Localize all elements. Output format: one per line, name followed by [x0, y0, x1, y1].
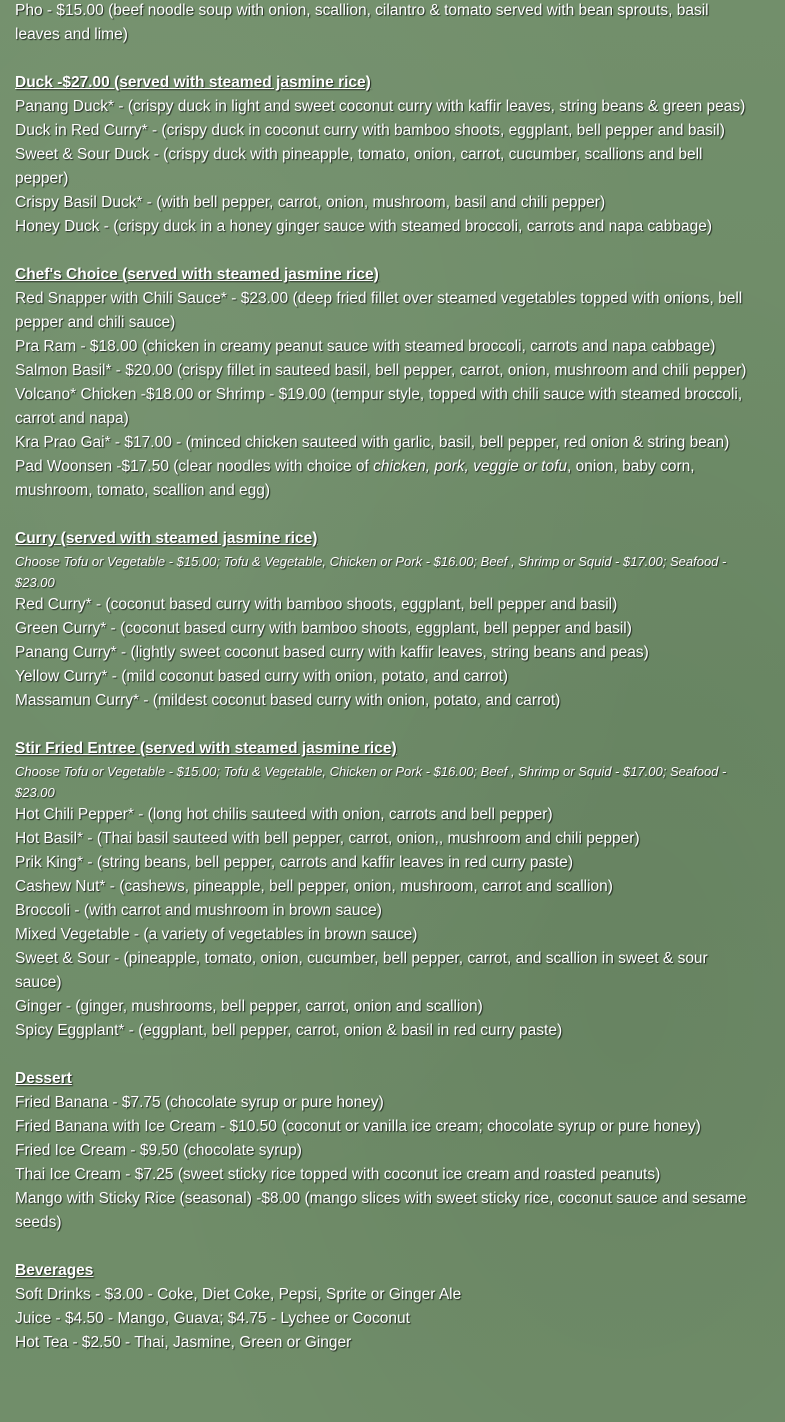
menu-item: Prik King* - (string beans, bell pepper, carrots and kaffir leaves in red curry paste): [15, 854, 573, 871]
menu-item: Sweet & Sour - (pineapple, tomato, onion, cucumber, bell pepper, carrot, and scallion in sweet & sour sauce): [15, 950, 708, 991]
menu-item: Yellow Curry* - (mild coconut based curry with onion, potato, and carrot): [15, 668, 509, 685]
curry-section: [15, 527, 755, 713]
menu-item: Duck in Red Curry* - (crispy duck in coconut curry with bamboo shoots, eggplant, bell pepper and basil): [15, 122, 725, 139]
menu-item: Mixed Vegetable - (a variety of vegetables in brown sauce): [15, 926, 418, 943]
menu-item: Fried Ice Cream - $9.50 (chocolate syrup): [15, 1142, 302, 1159]
menu-item: Salmon Basil* - $20.00 (crispy fillet in sauteed basil, bell pepper, carrot, onion, mushroom and chili pepper): [15, 362, 747, 379]
menu-item: Massamun Curry* - (mildest coconut based curry with onion, potato, and carrot): [15, 692, 561, 709]
menu-item: Pra Ram - $18.00 (chicken in creamy peanut sauce with steamed broccoli, carrots and napa cabbage): [15, 338, 716, 355]
menu-item: Thai Ice Cream - $7.25 (sweet sticky rice topped with coconut ice cream and roasted peanuts): [15, 1166, 661, 1183]
menu-item: Juice - $4.50 - Mango, Guava; $4.75 - Lychee or Coconut: [15, 1310, 410, 1327]
menu-item: Hot Chili Pepper* - (long hot chilis sauteed with onion, carrots and bell pepper): [15, 806, 553, 823]
chefs-choice-section: [15, 263, 755, 503]
menu-item: Mango with Sticky Rice (seasonal) -$8.00 (mango slices with sweet sticky rice, coconut sauce and sesame seeds): [15, 1190, 747, 1231]
duck-heading: Duck -$27.00 (served with steamed jasmine rice): [15, 74, 371, 91]
dessert-section: [15, 1067, 755, 1235]
menu-item: Cashew Nut* - (cashews, pineapple, bell pepper, onion, mushroom, carrot and scallion): [15, 878, 613, 895]
menu-item: Broccoli - (with carrot and mushroom in brown sauce): [15, 902, 382, 919]
menu-item: Hot Tea - $2.50 - Thai, Jasmine, Green or Ginger: [15, 1334, 352, 1351]
menu-item: Kra Prao Gai* - $17.00 - (minced chicken sauteed with garlic, basil, bell pepper, red onion & string bean): [15, 434, 730, 451]
curry-price-note: Choose Tofu or Vegetable - $15.00; Tofu & Vegetable, Chicken or Pork - $16.00; Beef , Shrimp or Squid - $17.00; Seafood - $23.00: [15, 554, 727, 590]
menu-item: Ginger - (ginger, mushrooms, bell pepper, carrot, onion and scallion): [15, 998, 483, 1015]
menu-item: Green Curry* - (coconut based curry with bamboo shoots, eggplant, bell pepper and basil): [15, 620, 632, 637]
menu-item: Red Snapper with Chili Sauce* - $23.00 (deep fried fillet over steamed vegetables topped with onions, bell pepper and chili sauce): [15, 290, 743, 331]
menu-item: Panang Duck* - (crispy duck in light and sweet coconut curry with kaffir leaves, string beans & green peas): [15, 98, 746, 115]
beverages-heading: Beverages: [15, 1262, 94, 1279]
dessert-heading: Dessert: [15, 1070, 72, 1087]
menu-item: Fried Banana - $7.75 (chocolate syrup or pure honey): [15, 1094, 384, 1111]
pad-woonsen-text-rest: , onion, baby corn, mushroom, tomato, scallion and egg): [15, 458, 695, 499]
menu-item: Honey Duck - (crispy duck in a honey ginger sauce with steamed broccoli, carrots and napa cabbage): [15, 218, 713, 235]
menu-item: Spicy Eggplant* - (eggplant, bell pepper, carrot, onion & basil in red curry paste): [15, 1022, 563, 1039]
menu-content: [15, 0, 755, 1355]
stir-fried-section: [15, 737, 755, 1043]
curry-heading: Curry (served with steamed jasmine rice): [15, 530, 318, 547]
menu-item: Volcano* Chicken -$18.00 or Shrimp - $19.00 (tempur style, topped with chili sauce with steamed broccoli, carrot and napa): [15, 386, 743, 427]
pad-woonsen-choices: chicken, pork, veggie or tofu: [373, 458, 568, 475]
menu-item: Crispy Basil Duck* - (with bell pepper, carrot, onion, mushroom, basil and chili pepper): [15, 194, 606, 211]
stir-fried-heading: Stir Fried Entree (served with steamed jasmine rice): [15, 740, 397, 757]
menu-item: Sweet & Sour Duck - (crispy duck with pineapple, tomato, onion, carrot, cucumber, scallions and bell pepper): [15, 146, 703, 187]
chefs-choice-heading: Chef's Choice (served with steamed jasmine rice): [15, 266, 379, 283]
menu-item: Fried Banana with Ice Cream - $10.50 (coconut or vanilla ice cream; chocolate syrup or pure honey): [15, 1118, 701, 1135]
menu-item: Soft Drinks - $3.00 - Coke, Diet Coke, Pepsi, Sprite or Ginger Ale: [15, 1286, 462, 1303]
pho-item: Pho - $15.00 (beef noodle soup with onion, scallion, cilantro & tomato served with bean sprouts, basil leaves and lime): [15, 2, 709, 43]
stir-fried-price-note: Choose Tofu or Vegetable - $15.00; Tofu & Vegetable, Chicken or Pork - $16.00; Beef , Shrimp or Squid - $17.00; Seafood - $23.00: [15, 764, 727, 800]
menu-item: Red Curry* - (coconut based curry with bamboo shoots, eggplant, bell pepper and basil): [15, 596, 618, 613]
beverages-section: [15, 1259, 755, 1355]
menu-item-pad-woonsen: [15, 455, 755, 503]
menu-item: Hot Basil* - (Thai basil sauteed with bell pepper, carrot, onion,, mushroom and chili pepper): [15, 830, 640, 847]
menu-item: Panang Curry* - (lightly sweet coconut based curry with kaffir leaves, string beans and peas): [15, 644, 649, 661]
duck-section: [15, 71, 755, 239]
pad-woonsen-text: Pad Woonsen -$17.50 (clear noodles with choice of: [15, 458, 374, 475]
